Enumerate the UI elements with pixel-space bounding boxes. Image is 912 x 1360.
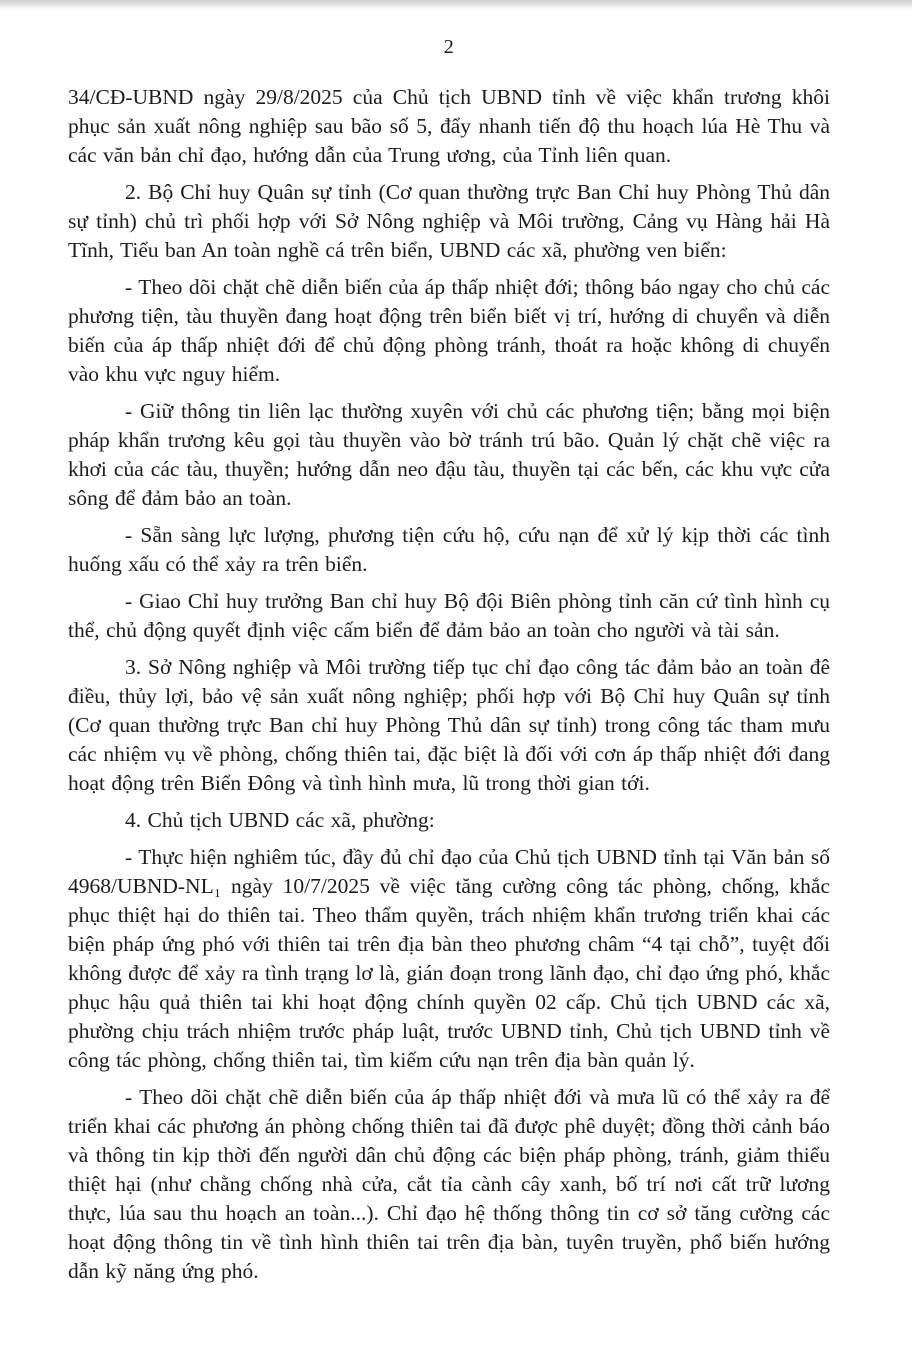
paragraph-bullet: - Giữ thông tin liên lạc thường xuyên với chủ các phương tiện; bằng mọi biện pháp khẩn trương kêu gọi tàu thuyền vào bờ tránh trú bão. Quản lý chặt chẽ việc ra khơi của các tàu, thuyền; hướng dẫn neo đậu tàu, thuyền tại các bến, các khu vực cửa sông để đảm bảo an toàn.	[68, 399, 830, 510]
paragraph-continuation: 34/CĐ-UBND ngày 29/8/2025 của Chủ tịch UBND tỉnh về việc khẩn trương khôi phục sản xuất nông nghiệp sau bão số 5, đẩy nhanh tiến độ thu hoạch lúa Hè Thu và các văn bản chỉ đạo, hướng dẫn của Trung ương, của Tỉnh liên quan.	[68, 85, 830, 167]
page-number: 2	[443, 36, 455, 58]
paragraph-section-2: 2. Bộ Chỉ huy Quân sự tỉnh (Cơ quan thường trực Ban Chỉ huy Phòng Thủ dân sự tỉnh) chủ trì phối hợp với Sở Nông nghiệp và Môi trường, Cảng vụ Hàng hải Hà Tĩnh, Tiểu ban An toàn nghề cá trên biển, UBND các xã, phường ven biển:	[68, 180, 830, 262]
paragraph-bullet: - Sẵn sàng lực lượng, phương tiện cứu hộ, cứu nạn để xử lý kịp thời các tình huống xấu có thể xảy ra trên biển.	[68, 523, 830, 576]
document-body	[68, 83, 830, 1286]
paragraph-bullet: - Thực hiện nghiêm túc, đầy đủ chỉ đạo của Chủ tịch UBND tỉnh tại Văn bản số 4968/UBND-NL₁ ngày 10/7/2025 về việc tăng cường công tác phòng, chống, khắc phục thiệt hại do thiên tai. Theo thẩm quyền, trách nhiệm khẩn trương triển khai các biện pháp ứng phó với thiên tai trên địa bàn theo phương châm “4 tại chỗ”, tuyệt đối không được để xảy ra tình trạng lơ là, gián đoạn trong lãnh đạo, chỉ đạo ứng phó, khắc phục hậu quả thiên tai khi hoạt động chính quyền 02 cấp. Chủ tịch UBND các xã, phường chịu trách nhiệm trước pháp luật, trước UBND tỉnh, Chủ tịch UBND tỉnh về công tác phòng, chống thiên tai, tìm kiếm cứu nạn trên địa bàn quản lý.	[68, 845, 831, 1072]
scan-top-edge	[0, 0, 912, 9]
paragraph-bullet: - Giao Chỉ huy trưởng Ban chỉ huy Bộ đội Biên phòng tỉnh căn cứ tình hình cụ thể, chủ động quyết định việc cấm biển để đảm bảo an toàn cho người và tài sản.	[68, 589, 830, 642]
paragraph-section-3: 3. Sở Nông nghiệp và Môi trường tiếp tục chỉ đạo công tác đảm bảo an toàn đê điều, thủy lợi, bảo vệ sản xuất nông nghiệp; phối hợp với Bộ Chỉ huy Quân sự tỉnh (Cơ quan thường trực Ban chỉ huy Phòng Thủ dân sự tỉnh) trong công tác tham mưu các nhiệm vụ về phòng, chống thiên tai, đặc biệt là đối với cơn áp thấp nhiệt đới đang hoạt động trên Biển Đông và tình hình mưa, lũ trong thời gian tới.	[68, 655, 830, 795]
paragraph-section-4: 4. Chủ tịch UBND các xã, phường:	[125, 808, 435, 832]
paragraph-bullet: - Theo dõi chặt chẽ diễn biến của áp thấp nhiệt đới và mưa lũ có thể xảy ra để triển khai các phương án phòng chống thiên tai đã được phê duyệt; đồng thời cảnh báo và thông tin kịp thời đến người dân chủ động các biện pháp phòng, tránh, giảm thiểu thiệt hại (như chằng chống nhà cửa, cắt tỉa cành cây xanh, bố trí nơi cất trữ lương thực, lúa sau thu hoạch an toàn...). Chỉ đạo hệ thống thông tin cơ sở tăng cường các hoạt động thông tin về tình hình thiên tai trên địa bàn, tuyên truyền, phổ biến hướng dẫn kỹ năng ứng phó.	[68, 1085, 830, 1283]
paragraph-bullet: - Theo dõi chặt chẽ diễn biến của áp thấp nhiệt đới; thông báo ngay cho chủ các phương tiện, tàu thuyền đang hoạt động trên biển biết vị trí, hướng di chuyển và diễn biến của áp thấp nhiệt đới để chủ động phòng tránh, thoát ra hoặc không di chuyển vào khu vực nguy hiểm.	[68, 275, 830, 386]
